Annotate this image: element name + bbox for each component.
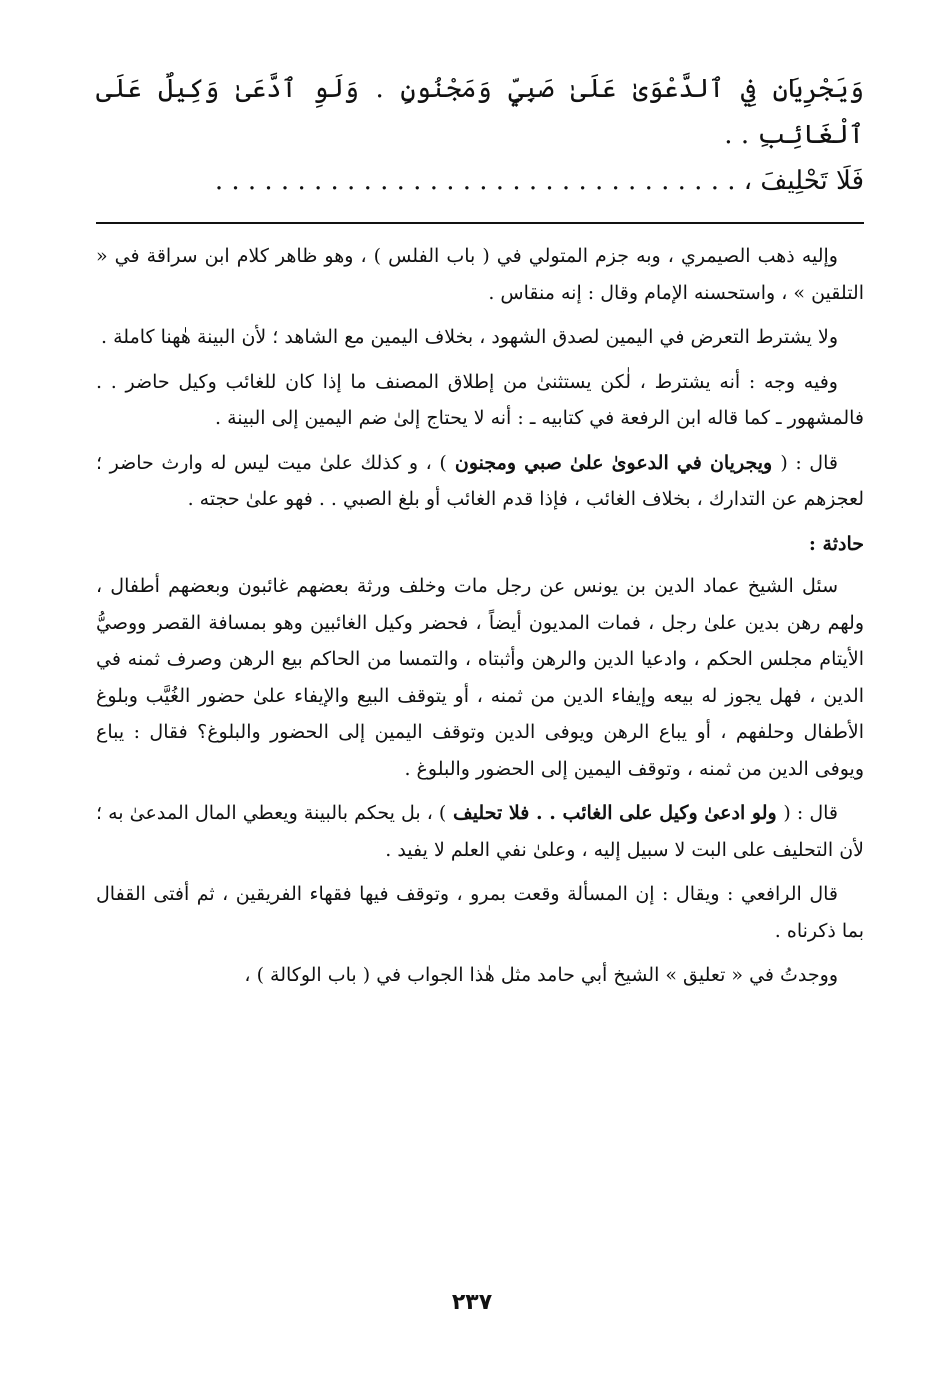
commentary-paragraph-5: سئل الشيخ عماد الدين بن يونس عن رجل مات وخلف ورثة بعضهم غائبون وبعضهم أطفال ، ولهم رهن بدين علىٰ رجل ، فمات المديون أيضاً ، فحضر وكيل الغائبين وهو بمسافة القصر ووصيُّ الأيتام مجلس الحكم ، وادعيا الدين والرهن وأثبتاه ، والتمسا من الحاكم بيع الرهن وصرف ثمنه في الدين ، فهل يجوز له بيعه وإيفاء الدين من ثمنه ، أو يتوقف البيع والإيفاء علىٰ حضور الغُيَّب وبلوغ الأطفال وحلفهم ، أو يباع الرهن ويوفى الدين وتوقف اليمين إلى الحضور والبلوغ؟ فقال : يباع ويوفى الدين من ثمنه ، وتوقف اليمين إلى الحضور والبلوغ . xyxy=(96,575,864,780)
commentary xyxy=(96,238,864,994)
main-text xyxy=(96,66,864,204)
commentary-paragraph-1: وإليه ذهب الصيمري ، وبه جزم المتولي في ( باب الفلس ) ، وهو ظاهر كلام ابن سراقة في « التلقين » ، واستحسنه الإمام وقال : إنه منقاس . xyxy=(96,245,864,304)
commentary-paragraph-6 xyxy=(96,795,864,868)
text-divider xyxy=(96,222,864,224)
commentary-paragraph-2: ولا يشترط التعرض في اليمين لصدق الشهود ، بخلاف اليمين مع الشاهد ؛ لأن البينة هٰهنا كاملة . xyxy=(101,326,838,348)
quote-prefix: قال : ( xyxy=(780,451,838,474)
main-text-line-2: فَلَا تَحْلِيفَ ، . . . . . . . . . . . . . . . . . . . . . . . . . . . . . . . . xyxy=(214,166,864,196)
commentary-paragraph-7: قال الرافعي : ويقال : إن المسألة وقعت بمرو ، وتوقف فيها فقهاء الفريقين ، ثم أفتى القفال بما ذكرناه . xyxy=(96,883,864,942)
commentary-paragraph-3: وفيه وجه : أنه يشترط ، لٰكن يستثنىٰ من إطلاق المصنف ما إذا كان للغائب وكيل حاضر . . فالمشهور ـ كما قاله ابن الرفعة في كتابيه ـ : أنه لا يحتاج إلىٰ ضم اليمين إلى البينة . xyxy=(96,370,864,429)
page-body xyxy=(96,66,864,1002)
commentary-paragraph-4 xyxy=(96,445,864,518)
quoted-main-text: ويجريان في الدعوىٰ علىٰ صبي ومجنون xyxy=(446,451,781,474)
quote-prefix: قال : ( xyxy=(783,802,839,824)
quote-continuation: ) ، و كذلك علىٰ ميت ليس له وارث حاضر ؛ لعجزهم عن التدارك ، بخلاف الغائب ، فإذا قدم الغائب أو بلغ الصبي . . فهو علىٰ حجته . xyxy=(96,451,864,510)
section-heading: حادثة : xyxy=(808,532,864,555)
page-number: ٢٣٧ xyxy=(451,1290,493,1315)
commentary-paragraph-8: ووجدتُ في « تعليق » الشيخ أبي حامد مثل هٰذا الجواب في ( باب الوكالة ) ، xyxy=(244,964,838,986)
main-text-line-1: وَيَجْرِيَانِ فِي ٱلدَّعْوَىٰ عَلَىٰ صَبِيٍّ وَمَجْنُونٍ . وَلَوِ ٱدَّعَىٰ وَكِيلٌ عَلَى ٱلْغَائِبِ . . xyxy=(96,74,864,150)
quoted-main-text: ولو ادعىٰ وكيل على الغائب . . فلا تحليف xyxy=(446,802,784,824)
quote-continuation: ) ، بل يحكم بالبينة ويعطي المال المدعىٰ به ؛ لأن التحليف على البت لا سبيل إليه ، وعلىٰ نفي العلم لا يفيد . xyxy=(96,802,864,861)
